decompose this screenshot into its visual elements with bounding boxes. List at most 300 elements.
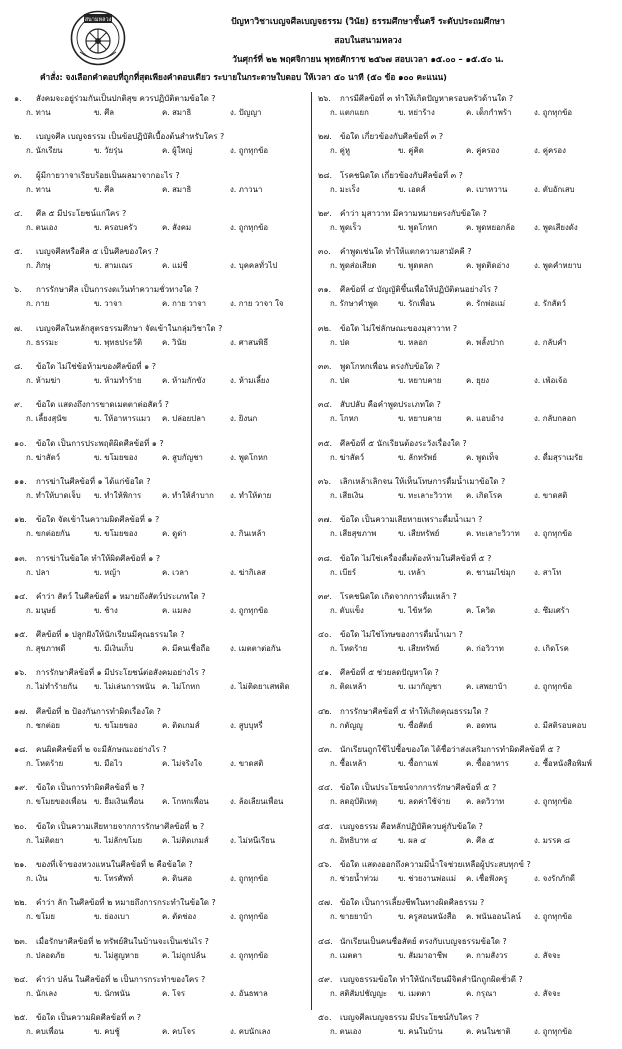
question-text: พูดโกหกเพื่อน ตรงกับข้อใด ?: [340, 362, 441, 372]
question-text: คำพูดเช่นใด ทำให้แตกความสามัคคี ?: [340, 247, 472, 257]
answer-option: ข. โทรศัพท์: [94, 873, 134, 883]
question-number: ๖.: [14, 285, 22, 295]
question-number: ๔๐.: [318, 630, 332, 640]
question-number: ๔๕.: [318, 821, 333, 831]
question-number: ๑๗.: [14, 706, 28, 716]
question-number: ๔๙.: [318, 974, 333, 984]
answer-options: [318, 719, 614, 732]
answer-option: ค. ชานมไข่มุก: [466, 567, 516, 577]
answer-option: ก. คบเพื่อน: [26, 1027, 64, 1037]
question-text-line: [14, 781, 310, 795]
question-text: คำว่า มุสาวาท มีความหมายตรงกับข้อใด ?: [340, 208, 487, 218]
question-item: [318, 973, 614, 1011]
answer-option: ข. ช่วยงานพ่อแม่: [398, 873, 457, 883]
question-text: โรคชนิดใด เกี่ยวข้องกับศีลข้อที่ ๓ ?: [340, 170, 463, 180]
question-item: [318, 475, 614, 513]
answer-option: ข. มีเงินเก็บ: [94, 644, 134, 654]
answer-option: ก. ธรรมะ: [26, 337, 59, 347]
question-text: นักเรียนเป็นคนซื่อสัตย์ ตรงกับเบญจธรรมข้อใด ?: [340, 936, 507, 946]
answer-option: ก. เงิน: [26, 873, 48, 883]
answer-option: ค. เกิดโรค: [466, 490, 503, 500]
question-number: ๒๑.: [14, 859, 27, 869]
answer-option: ง. มีสติรอบคอบ: [534, 720, 587, 730]
answer-option: ข. ขโมยของ: [94, 720, 138, 730]
answer-option: ข. ไม่ลักขโมย: [94, 835, 143, 845]
answer-option: ข. ห้ามทำร้าย: [94, 376, 142, 386]
answer-option: ข. ผล ๔: [398, 835, 427, 845]
answer-option: ค. เด็กกำพร้า: [466, 108, 512, 117]
question-text: เลิกเหล้าเลิกจน ให้เห็นโทษการดื่มน้ำเมาข้อใด ?: [340, 476, 506, 486]
answer-option: ก. ปลา: [26, 567, 50, 577]
answer-option: ข. พุทธประวัติ: [94, 337, 143, 347]
question-number: ๔๗.: [318, 898, 333, 908]
answer-options: [14, 144, 310, 157]
answer-option: ง. ถูกทุกข้อ: [534, 912, 573, 922]
answer-option: ค. ทะเลาะวิวาท: [466, 529, 520, 539]
answer-option: ก. ช่วยน้ำท่วม: [330, 873, 379, 883]
question-item: [14, 820, 310, 858]
answer-option: ค. โกหกเพื่อน: [162, 797, 209, 807]
question-number: ๔๑.: [318, 668, 332, 678]
answer-option: ง. จงรักภักดี: [534, 873, 575, 883]
answer-option: ข. ศีล: [94, 108, 115, 117]
answer-option: ค. เชื่อฟังครู: [466, 873, 508, 883]
question-text: ข้อใด เป็นความเสียหายเพราะดื่มน้ำเมา ?: [340, 515, 483, 525]
question-item: [318, 590, 614, 628]
question-text-line: [318, 896, 614, 910]
question-item: [318, 360, 614, 398]
answer-option: ข. ครอบครัว: [94, 222, 138, 232]
question-item: [14, 590, 310, 628]
answer-option: ข. ศีล: [94, 184, 115, 194]
answer-options: [14, 451, 310, 464]
answer-option: ก. ห้ามฆ่า: [26, 376, 61, 386]
answer-options: [318, 527, 614, 540]
question-number: ๓๘.: [318, 553, 333, 563]
question-number: ๑๐.: [14, 438, 27, 448]
answer-option: ข. ไม่สูญหาย: [94, 950, 139, 960]
question-text-line: [14, 169, 310, 183]
question-number: ๒๘.: [318, 170, 332, 180]
answer-option: ก. เสียเงิน: [330, 490, 364, 500]
question-number: ๑๕.: [14, 630, 28, 640]
question-text-line: [318, 169, 614, 183]
question-text-line: [318, 475, 614, 489]
answer-option: ง. ภาวนา: [230, 184, 263, 194]
answer-options: [14, 719, 310, 732]
question-number: ๑๔.: [14, 591, 28, 601]
question-text: ข้อใด เป็นการประพฤติผิดศีลข้อที่ ๑ ?: [36, 438, 164, 448]
answer-option: ค. ไม่โกหก: [162, 682, 201, 692]
question-item: [318, 322, 614, 360]
answer-options: [14, 527, 310, 540]
answer-option: ข. ย่องเบา: [94, 912, 130, 922]
question-text: ข้อใด เกี่ยวข้องกับศีลข้อที่ ๓ ?: [340, 132, 444, 142]
answer-option: ก. เสียสุขภาพ: [330, 529, 377, 539]
answer-option: ก. ตนเอง: [330, 1027, 362, 1037]
answer-option: ข. ยืมเงินเพื่อน: [94, 797, 144, 807]
question-number: ๓๗.: [318, 515, 333, 525]
answer-option: ก. ปด: [330, 337, 350, 347]
question-item: [318, 552, 614, 590]
answer-option: ง. ขาดสติ: [534, 490, 568, 500]
question-item: [14, 92, 310, 130]
question-column-left: [14, 92, 310, 1037]
answer-option: ค. กาย วาจา: [162, 299, 207, 309]
answer-option: ข. คู่คิด: [398, 146, 424, 156]
answer-option: ง. ล้อเลียนเพื่อน: [230, 797, 284, 807]
question-item: [318, 130, 614, 168]
question-item: [14, 935, 310, 973]
answer-option: ก. ภิกษุ: [26, 261, 51, 271]
answer-option: ค. กรุณา: [466, 988, 497, 998]
question-item: [14, 398, 310, 436]
question-number: ๕๐.: [318, 1013, 332, 1023]
answer-option: ก. ทาน: [26, 108, 51, 117]
question-item: [318, 935, 614, 973]
answer-options: [14, 910, 310, 923]
answer-options: [14, 336, 310, 349]
answer-option: ก. สติสัมปชัญญะ: [330, 988, 388, 998]
question-item: [318, 666, 614, 704]
answer-option: ค. สมาธิ: [162, 108, 192, 117]
question-item: [14, 130, 310, 168]
question-text-line: [14, 590, 310, 604]
answer-option: ง. ตับอักเสบ: [534, 184, 575, 194]
question-text: ข้อใด เป็นความเสียหายจากการรักษาศีลข้อที่ ๒ ?: [36, 821, 205, 831]
answer-option: ก. ฆ่าสัตว์: [330, 452, 365, 462]
question-item: [318, 1011, 614, 1049]
answer-option: ง. ดื่มสุราเมรัย: [534, 452, 583, 462]
question-column-right: [318, 92, 614, 1037]
question-number: ๒๔.: [14, 974, 28, 984]
answer-option: ก. นักเลง: [26, 988, 57, 998]
question-text: ข้อใด ไม่ใช่เครื่องดื่มต้องห้ามในศีลข้อที่ ๕ ?: [340, 553, 492, 563]
answer-option: ง. ถูกทุกข้อ: [230, 146, 269, 156]
answer-option: ค. ตัดช่อง: [162, 912, 197, 922]
question-text: ข้อใด เป็นความผิดศีลข้อที่ ๓ ?: [36, 1013, 142, 1023]
answer-options: [318, 987, 614, 1000]
answer-option: ง. ซึมเศร้า: [534, 605, 570, 615]
answer-option: ค. พูดติดอ่าง: [466, 261, 510, 271]
answer-option: ง. ถูกทุกข้อ: [230, 950, 269, 960]
question-text: สับปลับ คือคำพูดประเภทใด ?: [340, 400, 441, 410]
question-text: การรักษาศีลข้อที่ ๕ ทำให้เกิดคุณธรรมใด ?: [340, 706, 489, 716]
answer-options: [318, 489, 614, 502]
question-text: เบญจศีลในหลักสูตรธรรมศึกษา จัดเข้าในกลุ่มวิชาใด ?: [36, 323, 223, 333]
answer-option: ง. กลับคำ: [534, 337, 567, 347]
question-text-line: [318, 552, 614, 566]
question-text-line: [14, 552, 310, 566]
answer-option: ค. สังคม: [162, 222, 192, 232]
answer-options: [14, 297, 310, 310]
answer-option: ค. ไม่ติดเกมส์: [162, 835, 209, 845]
answer-option: ก. ปด: [330, 376, 350, 386]
answer-option: ข. ขโมยของ: [94, 452, 138, 462]
answer-option: ก. มนุษย์: [26, 605, 56, 615]
answer-option: ค. เบาหวาน: [466, 184, 508, 194]
question-text: ข้อใด แสดงถึงการขาดเมตตาต่อสัตว์ ?: [36, 400, 169, 410]
answer-option: ข. ไข้หวัด: [398, 605, 433, 615]
question-number: ๑๖.: [14, 668, 27, 678]
answer-options: [14, 412, 310, 425]
question-item: [14, 896, 310, 934]
answer-option: ข. ไม่เล่นการพนัน: [94, 682, 156, 692]
answer-option: ข. วาจา: [94, 299, 122, 309]
question-item: [318, 705, 614, 743]
answer-option: ข. ทะเลาะวิวาท: [398, 490, 452, 500]
question-text-line: [14, 437, 310, 451]
answer-option: ง. สูบบุหรี่: [230, 720, 263, 730]
question-text-line: [14, 628, 310, 642]
answer-option: ค. แอบอ้าง: [466, 414, 504, 424]
question-text: เมื่อรักษาศีลข้อที่ ๒ ทรัพย์สินในบ้านจะเป็นเช่นไร ?: [36, 936, 209, 946]
answer-option: ง. ถูกทุกข้อ: [230, 222, 269, 232]
question-text-line: [318, 935, 614, 949]
answer-option: ข. ขโมยของ: [94, 529, 138, 539]
question-text: คำว่า ลัก ในศีลข้อที่ ๒ หมายถึงการกระทำในข้อใด ?: [36, 898, 216, 908]
answer-option: ค. เสพยาบ้า: [466, 682, 508, 692]
question-text: ผู้มีกายวาจาเรียบร้อยเป็นผลมาจากอะไร ?: [36, 170, 180, 180]
answer-options: [318, 221, 614, 234]
question-text-line: [14, 398, 310, 412]
question-item: [318, 858, 614, 896]
question-number: ๑๙.: [14, 783, 28, 793]
answer-option: ข. คนในบ้าน: [398, 1027, 443, 1037]
answer-option: ข. หย่าร้าง: [398, 108, 435, 117]
question-number: ๓๕.: [318, 438, 333, 448]
answer-option: ง. กาย วาจา ใจ: [230, 299, 284, 309]
question-text: ศีลข้อที่ ๑ ปลูกฝังให้นักเรียนมีคุณธรรมใด ?: [36, 630, 185, 640]
answer-option: ข. เสียทรัพย์: [398, 644, 440, 654]
answer-option: ง. สาโท: [534, 567, 562, 577]
question-text: เบญจศีลเบญจธรรม มีประโยชน์กับใคร ?: [340, 1013, 479, 1023]
answer-option: ก. เมตตา: [330, 950, 362, 960]
question-text: เบญจศีลหรือศีล ๕ เป็นศีลของใคร ?: [36, 247, 159, 257]
question-item: [14, 245, 310, 283]
answer-option: ข. วัยรุ่น: [94, 146, 123, 156]
answer-options: [318, 834, 614, 847]
answer-option: ง. ขาดสติ: [230, 759, 264, 769]
question-item: [318, 743, 614, 781]
answer-option: ข. ลักทรัพย์: [398, 452, 437, 462]
answer-option: ข. ทำให้พิการ: [94, 490, 142, 500]
answer-options: [318, 374, 614, 387]
question-text-line: [14, 935, 310, 949]
question-item: [318, 437, 614, 475]
answer-option: ค. ดูด่า: [162, 529, 187, 539]
answer-option: ค. ซื้ออาหาร: [466, 759, 509, 769]
question-text-line: [318, 781, 614, 795]
answer-options: [318, 451, 614, 464]
question-number: ๒๖.: [318, 94, 331, 103]
answer-option: ก. ไม่ติดยา: [26, 835, 64, 845]
question-text: ศีลข้อที่ ๔ บัญญัติขึ้นเพื่อให้ปฏิบัติตนอย่างไร ?: [340, 285, 498, 295]
question-text: ข้อใด ไม่ใช่ข้อห้ามของศีลข้อที่ ๑ ?: [36, 362, 156, 372]
question-number: ๔.: [14, 208, 23, 218]
answer-option: ก. ชกต่อย: [26, 720, 61, 730]
answer-option: ค. ดินสอ: [162, 873, 193, 883]
question-text: สังคมจะอยู่ร่วมกันเป็นปกติสุข ควรปฏิบัติตามข้อใด ?: [36, 94, 216, 103]
answer-option: ข. เมตตา: [398, 988, 431, 998]
question-item: [14, 781, 310, 819]
answer-option: ข. หลอก: [398, 337, 428, 347]
answer-option: ง. ไม่ติดยาเสพติด: [230, 682, 290, 692]
answer-options: [14, 259, 310, 272]
answer-option: ข. พูดโกหก: [398, 222, 438, 232]
answer-option: ข. เหล้า: [398, 567, 426, 577]
answer-option: ข. ลดค่าใช้จ่าย: [398, 797, 451, 807]
exam-date-line: วันศุกร์ที่ ๒๒ พฤศจิกายน พุทธศักราช ๒๕๖๗ สอบเวลา ๑๕.๐๐ – ๑๕.๕๐ น.: [232, 54, 504, 64]
answer-options: [14, 949, 310, 962]
question-item: [14, 169, 310, 207]
answer-option: ง. ถูกทุกข้อ: [534, 529, 573, 539]
question-text: ข้อใด เป็นการทำผิดศีลข้อที่ ๒ ?: [36, 783, 145, 793]
answer-option: ง. ซื้อหนังสือพิมพ์: [534, 759, 592, 769]
question-item: [318, 628, 614, 666]
answer-option: ก. ขายยาบ้า: [330, 912, 373, 922]
question-text: นักเรียนถูกใช้ไปซื้อของใด ได้ชื่อว่าส่งเสริมการทำผิดศีลข้อที่ ๕ ?: [340, 745, 561, 755]
question-text: คำว่า สัตว์ ในศีลข้อที่ ๑ หมายถึงสัตว์ประเภทใด ?: [36, 591, 206, 601]
question-item: [318, 169, 614, 207]
question-item: [318, 207, 614, 245]
question-item: [318, 283, 614, 321]
question-text-line: [14, 283, 310, 297]
answer-option: ค. มีคนเชื่อถือ: [162, 644, 210, 654]
answer-option: ค. ผู้ใหญ่: [162, 146, 193, 156]
question-text-line: [318, 207, 614, 221]
answer-option: ง. เกิดโรค: [534, 644, 569, 654]
answer-option: ข. เสียทรัพย์: [398, 529, 440, 539]
question-text-line: [14, 743, 310, 757]
answer-options: [14, 489, 310, 502]
exam-title: ปัญหาวิชาเบญจศีลเบญจธรรม (วินัย) ธรรมศึกษาชั้นตรี ระดับประถมศึกษา: [231, 17, 505, 27]
question-item: [14, 743, 310, 781]
question-number: ๓.: [14, 170, 23, 180]
answer-options: [318, 259, 614, 272]
question-item: [318, 820, 614, 858]
question-number: ๘.: [14, 362, 23, 372]
question-number: ๓๐.: [318, 247, 331, 257]
question-text: การมีศีลข้อที่ ๓ ทำให้เกิดปัญหาครอบครัวด้านใด ?: [340, 94, 514, 103]
question-text: ศีลข้อที่ ๒ ป้องกันการทำผิดเรื่องใด ?: [36, 706, 161, 716]
question-text-line: [14, 666, 310, 680]
question-text: เบญจธรรม คือหลักปฏิบัติควบคู่กับข้อใด ?: [340, 821, 483, 831]
question-item: [318, 92, 614, 130]
answer-option: ค. วินัย: [162, 337, 187, 347]
answer-option: ง. เมตตาต่อกัน: [230, 644, 281, 654]
question-number: ๔๔.: [318, 783, 333, 793]
question-text-line: [318, 283, 614, 297]
answer-option: ข. เมากัญชา: [398, 682, 442, 692]
question-text: เบญจศีล เบญจธรรม เป็นข้อปฏิบัติเบื้องต้นสำหรับใคร ?: [36, 132, 225, 142]
answer-option: ก. ทาน: [26, 184, 51, 194]
answer-option: ก. พูดส่อเสียด: [330, 261, 377, 271]
question-text-line: [318, 590, 614, 604]
question-item: [14, 666, 310, 704]
answer-option: ง. สัจจะ: [534, 950, 561, 960]
answer-option: ค. คนในชาติ: [466, 1027, 511, 1037]
answer-option: ค. แม่ชี: [162, 261, 188, 271]
answer-option: ข. หญ้า: [94, 567, 121, 577]
answer-option: ง. ถูกทุกข้อ: [534, 797, 573, 807]
answer-option: ข. พูดตลก: [398, 261, 434, 271]
answer-option: ข. ครูสอนหนังสือ: [398, 912, 457, 922]
answer-option: ค. ก่อวิวาท: [466, 644, 504, 654]
answer-option: ข. หยาบคาย: [398, 414, 442, 424]
answer-option: ค. สมาธิ: [162, 184, 192, 194]
question-text-line: [318, 437, 614, 451]
question-item: [14, 283, 310, 321]
answer-options: [14, 795, 310, 808]
answer-option: ก. โหดร้าย: [330, 644, 368, 654]
answer-option: ง. ถูกทุกข้อ: [230, 873, 269, 883]
answer-option: ก. โหดร้าย: [26, 759, 64, 769]
question-text-line: [14, 322, 310, 336]
answer-option: ง. เพ้อเจ้อ: [534, 376, 568, 386]
answer-options: [318, 872, 614, 885]
answer-option: ก. เบียร์: [330, 567, 357, 577]
answer-option: ก. ซื้อเหล้า: [330, 759, 367, 769]
answer-option: ก. ปลอดภัย: [26, 950, 65, 960]
question-number: ๔๖.: [318, 859, 332, 869]
question-text-line: [14, 207, 310, 221]
answer-options: [14, 987, 310, 1000]
question-text: การรักษาศีลข้อที่ ๑ มีประโยชน์ต่อสังคมอย่างไร ?: [36, 668, 206, 678]
question-item: [14, 858, 310, 896]
answer-options: [318, 412, 614, 425]
answer-options: [318, 795, 614, 808]
answer-options: [318, 1025, 614, 1038]
answer-option: ก. เลี้ยงสุนัข: [26, 414, 67, 424]
question-text: การรักษาศีล เป็นการงดเว้นทำความชั่วทางใด ?: [36, 285, 199, 295]
answer-option: ก. ทำให้บาดเจ็บ: [26, 490, 81, 500]
question-number: ๔๒.: [318, 706, 332, 716]
answer-option: ข. คบชู้: [94, 1027, 120, 1037]
question-item: [14, 207, 310, 245]
answer-options: [318, 680, 614, 693]
question-text-line: [14, 896, 310, 910]
answer-option: ก. ลดอุบัติเหตุ: [330, 797, 378, 807]
question-item: [14, 628, 310, 666]
answer-options: [14, 604, 310, 617]
answer-option: ง. อันธพาล: [230, 988, 268, 998]
question-text: การฆ่าในข้อใด ทำให้ผิดศีลข้อที่ ๑ ?: [36, 553, 161, 563]
question-number: ๒๓.: [14, 936, 28, 946]
answer-option: ค. รักพ่อแม่: [466, 299, 506, 309]
answer-options: [318, 297, 614, 310]
question-text: ศีลข้อที่ ๕ ช่วยลดปัญหาใด ?: [340, 668, 439, 678]
question-number: ๓๔.: [318, 400, 333, 410]
answer-options: [318, 144, 614, 157]
question-text: ข้อใด เป็นประโยชน์จากการรักษาศีลข้อที่ ๕ ?: [340, 783, 497, 793]
answer-option: ค. สูบกัญชา: [162, 452, 203, 462]
answer-options: [318, 336, 614, 349]
answer-option: ข. นักพนัน: [94, 988, 131, 998]
answer-option: ค. ยุยง: [466, 376, 490, 386]
question-text-line: [318, 513, 614, 527]
answer-option: ก. ขโมย: [26, 912, 55, 922]
answer-option: ก. นักเรียน: [26, 146, 63, 156]
answer-options: [14, 1025, 310, 1038]
answer-option: ค. แมลง: [162, 605, 191, 615]
answer-option: ก. แตกแยก: [330, 108, 369, 117]
question-text-line: [14, 858, 310, 872]
question-item: [14, 360, 310, 398]
question-text-line: [14, 973, 310, 987]
question-item: [14, 552, 310, 590]
answer-options: [318, 566, 614, 579]
